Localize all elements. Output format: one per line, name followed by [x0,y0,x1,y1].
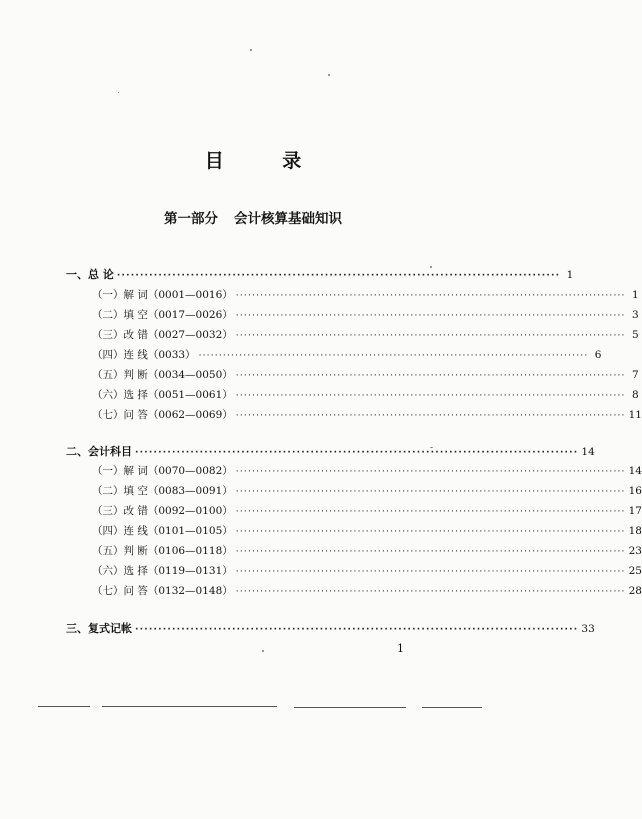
leader-dots: ································································································ [235,587,626,597]
toc-item [92,482,642,500]
leader-dots: ································································································ [235,311,626,321]
toc-item-page: 14 [628,465,642,477]
leader-dots: ································································································ [235,567,626,577]
leader-dots: ································································································ [235,371,626,381]
leader-dots: ································································································ [235,487,626,497]
toc-item-page: 16 [628,485,642,497]
scan-speck [430,266,432,268]
toc-item-label: （四）连 线（0101—0105） [92,525,233,537]
leader-dots: ································································································ [235,527,626,537]
toc-item [92,386,639,404]
toc-section-3 [66,620,595,638]
leader-dots: ································································································ [235,411,626,421]
page-number: 1 [397,642,404,655]
toc-item [92,286,639,304]
leader-dots: ································································································ [235,331,626,341]
toc-item-label: （三）改 错（0092—0100） [92,505,233,517]
toc-item-page: 18 [628,525,642,537]
leader-dots: ································································································ [235,547,626,557]
toc-item [92,326,639,344]
toc-item [92,522,642,540]
leader-dots: ································································································ [235,391,626,401]
leader-dots: ································································································ [235,507,626,517]
scan-line [38,706,90,707]
toc-item [92,502,642,520]
toc-section-label: 二、会计科目 [66,445,132,458]
toc-item-label: （四）连 线（0033） [92,349,196,361]
toc-item-page: 1 [631,289,639,301]
scan-speck [328,74,330,76]
toc-item-page: 28 [628,585,642,597]
scan-speck [262,650,264,652]
toc-item-page: 5 [631,329,639,341]
toc-section-label: 一、总 论 [66,268,114,281]
toc-section-page: 14 [581,446,595,458]
toc-item [92,582,642,600]
toc-item-page: 25 [628,565,642,577]
toc-item-label: （一）解 词（0001—0016） [92,289,233,301]
toc-item-label: （五）判 断（0034—0050） [92,369,233,381]
toc-section-page: 33 [581,623,595,635]
part-number: 第一部分 [164,211,218,227]
toc-item-label: （一）解 词（0070—0082） [92,465,233,477]
toc-item [92,406,642,424]
toc-item [92,462,642,480]
toc-item-page: 11 [628,409,642,421]
toc-section-label: 三、复式记帐 [66,622,132,635]
page-title: 目 录 [204,150,328,172]
leader-dots: ································································································ [135,448,579,458]
toc-section-1 [66,266,574,284]
scan-speck [118,92,119,93]
toc-item-page: 23 [628,545,642,557]
part-name: 会计核算基础知识 [234,211,342,227]
toc-item-label: （六）选 择（0051—0061） [92,389,233,401]
leader-dots: ································································································ [116,271,561,281]
leader-dots: ································································································ [235,467,626,477]
leader-dots: ································································································ [235,291,626,301]
scan-line [422,707,482,708]
toc-item [92,346,602,364]
toc-item-page: 17 [628,505,642,517]
toc-item [92,366,639,384]
toc-item-label: （七）问 答（0132—0148） [92,585,233,597]
toc-item-page: 3 [631,309,639,321]
toc-item-page: 8 [631,389,639,401]
toc-item-label: （五）判 断（0106—0118） [92,545,233,557]
toc-item-label: （二）填 空（0083—0091） [92,485,233,497]
scan-speck [430,447,433,448]
scan-line [102,706,277,707]
toc-section-page: 1 [566,269,574,281]
toc-item [92,306,639,324]
toc-item-label: （七）问 答（0062—0069） [92,409,233,421]
toc-section-2 [66,443,595,461]
toc-item [92,562,642,580]
toc-item-label: （三）改 错（0027—0032） [92,329,233,341]
toc-item-label: （六）选 择（0119—0131） [92,565,233,577]
toc-item [92,542,642,560]
scan-speck [250,49,252,51]
toc-item-page: 6 [594,349,602,361]
leader-dots: ································································································ [198,351,589,361]
scan-line [294,707,406,708]
toc-item-page: 7 [631,369,639,381]
part-heading [0,207,506,227]
toc-item-label: （二）填 空（0017—0026） [92,309,233,321]
leader-dots: ································································································ [135,625,579,635]
